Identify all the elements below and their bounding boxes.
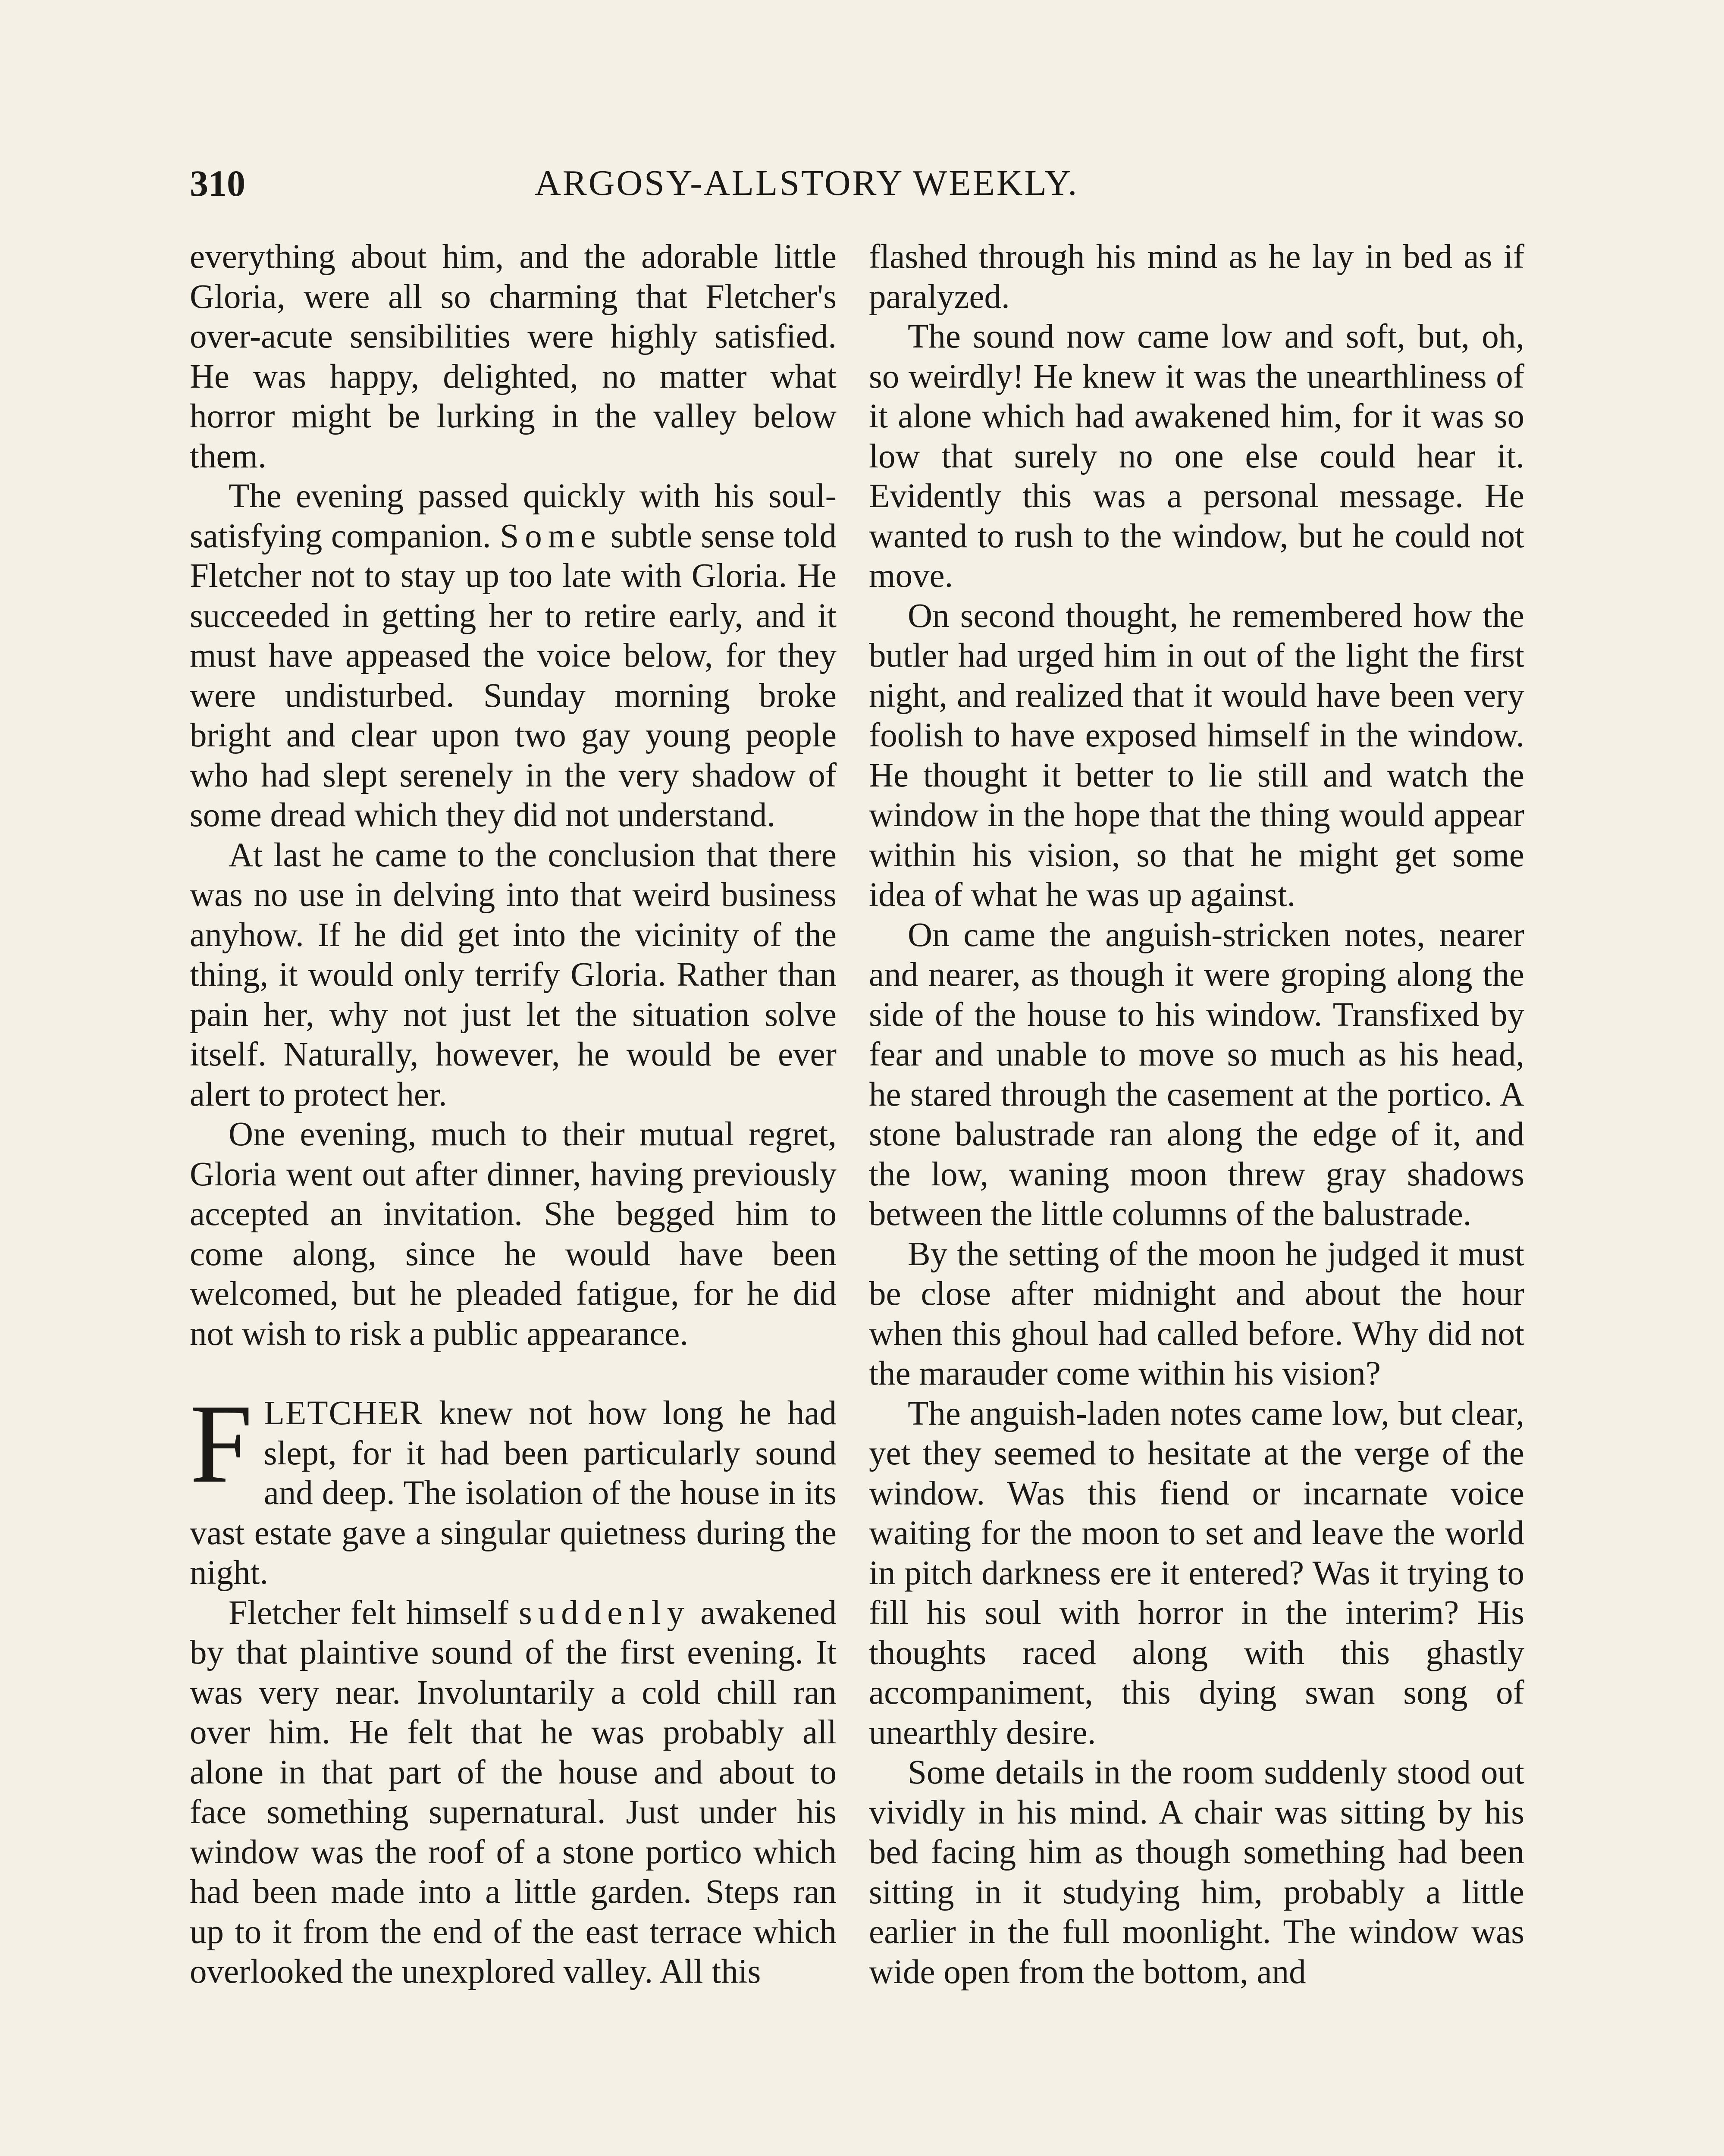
- paragraph: At last he came to the conclusion that there was no use in delving into that weird business anyhow. If he did get into the vicinity of the thing, it would only terrify Gloria. Rather than pain her, why not just let the situation solve itself. Naturally, however, he would be ever alert to protect her.: [190, 836, 837, 1113]
- paragraph: The sound now came low and soft, but, oh, so weirdly! He knew it was the unearthliness of it alone which had awakened him, for it was so low that surely no one else could hear it. Evidently this was a personal message. He wanted to rush to the window, but he could not move.: [869, 318, 1524, 595]
- drop-cap: F: [190, 1381, 253, 1506]
- paragraph: By the setting of the moon he judged it must be close after midnight and about the hour when this ghoul had called before. Why did not the marauder come within his vision?: [869, 1235, 1524, 1392]
- spaced-word: Some: [500, 517, 602, 555]
- paragraph: everything about him, and the adorable little Gloria, were all so charming that Fletcher's over-acute sensibilities were highly satisfied. He was happy, delighted, no matter what horror might be lurking in the valley below them.: [190, 238, 837, 475]
- paragraph: On second thought, he remembered how the butler had urged him in out of the light the first night, and realized that it would have been very foolish to have exposed himself in the window. He thought it better to lie still and watch the window in the hope that the thing would appear within his vision, so that he might get some idea of what he was up against.: [869, 597, 1524, 914]
- paragraph-text: knew not how long he had slept, for it had been particularly sound and deep. The isolation of the house in its vast estate gave a singular quietness during the night.: [190, 1395, 837, 1592]
- small-caps-lead: LETCHER: [263, 1395, 423, 1432]
- paragraph-text: subtle sense told Fletcher not to stay up too late with Gloria. He succeeded in getting her to retire early, and it must have appeased the voice below, for they were undisturbed. Sunday morning broke bright and clear upon two gay young people who had slept serenely in the very shadow of some dread which they did not understand.: [190, 517, 837, 834]
- spaced-word: suddenly: [518, 1594, 690, 1632]
- paragraph: [190, 476, 837, 836]
- paragraph-text: The evening passed quickly with his soul-satisfying companion.: [190, 477, 837, 555]
- paragraph: On came the anguish-stricken notes, nearer and nearer, as though it were groping along the side of the house to his window. Transfixed by fear and unable to move so much as his head, he stared through the casement at the portico. A stone balustrade ran along the edge of it, and the low, waning moon threw gray shadows between the little columns of the balustrade.: [869, 916, 1524, 1233]
- section-start-paragraph: [190, 1381, 837, 1593]
- paragraph: The anguish-laden notes came low, but clear, yet they seemed to hesitate at the verge of the window. Was this fiend or incarnate voice waiting for the moon to set and leave the world in pitch darkness ere it entered? Was it trying to fill his soul with horror in the interim? His thoughts raced along with this ghastly accompaniment, this dying swan song of unearthly desire.: [869, 1395, 1524, 1752]
- page-header: [190, 160, 1535, 207]
- paragraph: One evening, much to their mutual regret, Gloria went out after dinner, having previously accepted an invitation. She begged him to come along, since he would have been welcomed, but he pleaded fatigue, for he did not wish to risk a public appearance.: [190, 1116, 837, 1353]
- paragraph-text: awakened by that plaintive sound of the first evening. It was very near. Involuntarily a cold chill ran over him. He felt that he was probably all alone in that part of the house and about to face something supernatural. Just under his window was the roof of a stone portico which had been made into a little garden. Steps ran up to it from the end of the east terrace which overlooked the unexplored valley. All this: [190, 1594, 837, 1990]
- running-title: ARGOSY-ALLSTORY WEEKLY.: [535, 163, 1079, 203]
- paragraph-text: Fletcher felt himself: [229, 1594, 508, 1632]
- paragraph: Some details in the room suddenly stood out vividly in his mind. A chair was sitting by his bed facing him as though something had been sitting in it studying him, probably a little earlier in the full moonlight. The window was wide open from the bottom, and: [869, 1754, 1524, 1991]
- page-number: 310: [190, 163, 245, 204]
- right-column: [869, 237, 1524, 1992]
- paragraph: flashed through his mind as he lay in bed as if paralyzed.: [869, 238, 1524, 316]
- left-column: [190, 237, 837, 1992]
- paragraph: [190, 1593, 837, 1992]
